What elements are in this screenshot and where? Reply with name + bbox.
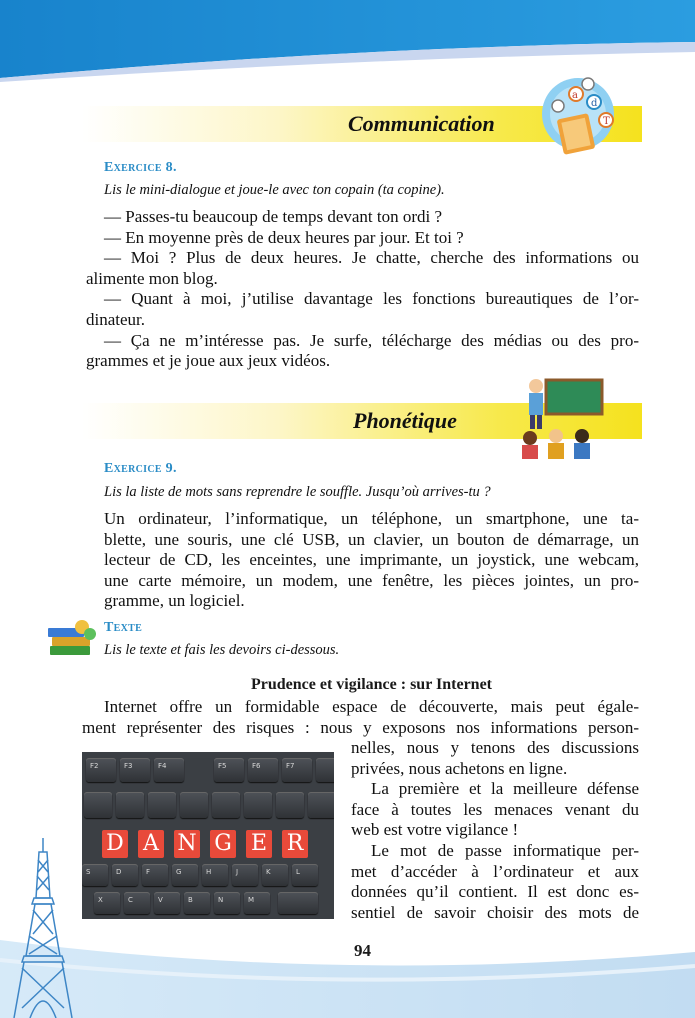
exercise-8-label: Exercice 8. xyxy=(104,160,177,175)
communication-title: Communication xyxy=(348,111,495,136)
page-number: 94 xyxy=(354,941,371,960)
eiffel-tower-icon xyxy=(8,838,78,1018)
texte-side-line: données qu’il contient. Il est donc es- xyxy=(351,882,639,902)
svg-text:T: T xyxy=(603,116,610,127)
keyboard-key: D xyxy=(112,864,138,886)
texte-intro-line: ment représenter des risques : nous y exposons nos informations person- xyxy=(82,717,639,737)
header-band xyxy=(0,0,695,82)
exercise-9-instruction: Lis la liste de mots sans reprendre le souffle. Jusqu’où arrives-tu ? xyxy=(104,484,491,500)
keyboard-key: G xyxy=(172,864,198,886)
word-list xyxy=(104,509,639,612)
texte-heading: Prudence et vigilance : sur Internet xyxy=(251,676,492,693)
dialogue-line: alimente mon blog. xyxy=(86,268,218,288)
keyboard-key xyxy=(148,792,176,818)
keyboard-key: F4 xyxy=(154,758,184,782)
keyboard-key xyxy=(180,792,208,818)
texte-instruction: Lis le texte et fais les devoirs ci-dessous. xyxy=(104,642,340,658)
word-list-line: une carte mémoire, un modem, une fenêtre, les pièces jointes, un pro- xyxy=(104,570,639,590)
keyboard-key: F7 xyxy=(282,758,312,782)
danger-keyboard-image xyxy=(82,752,334,919)
danger-letter: D xyxy=(102,830,128,858)
texte-side-line: met d’accéder à l’ordinateur et aux xyxy=(351,861,639,881)
texte-side-line: web est votre vigilance ! xyxy=(351,820,519,840)
texte-side-line: Le mot de passe informatique per- xyxy=(371,840,639,860)
danger-letter: N xyxy=(174,830,200,858)
footer-swoosh xyxy=(0,900,695,1018)
svg-text:d: d xyxy=(591,98,598,109)
keyboard-key: X xyxy=(94,892,120,914)
keyboard-key xyxy=(316,758,334,782)
keyboard-key xyxy=(212,792,240,818)
exercise-8-instruction: Lis le mini-dialogue et joue-le avec ton copain (ta copine). xyxy=(104,182,445,198)
keyboard-key: J xyxy=(232,864,258,886)
texte-side-line: nelles, nous y tenons des discussions xyxy=(351,738,639,757)
dialogue xyxy=(86,207,639,372)
keyboard-key: M xyxy=(244,892,270,914)
keyboard-key: S xyxy=(82,864,108,886)
keyboard-key xyxy=(84,792,112,818)
keyboard-key: F xyxy=(142,864,168,886)
texte-side-column xyxy=(351,738,639,923)
books-icon xyxy=(46,618,100,660)
keyboard-key: F3 xyxy=(120,758,150,782)
keyboard-key: K xyxy=(262,864,288,886)
texte-side-line: sentiel de savoir choisir des mots de xyxy=(351,902,639,922)
keyboard-key xyxy=(116,792,144,818)
exercise-9-label: Exercice 9. xyxy=(104,461,177,476)
danger-letter: A xyxy=(138,830,164,858)
svg-text:a: a xyxy=(572,90,578,101)
classroom-illustration xyxy=(516,372,606,462)
keyboard-key xyxy=(308,792,334,818)
dialogue-line: grammes et je joue aux jeux vidéos. xyxy=(86,351,331,371)
dialogue-line: — Quant à moi, j’utilise davantage les fonctions bureautiques de l’or- xyxy=(104,289,639,309)
dialogue-line: — Moi ? Plus de deux heures. Je chatte, cherche des informations ou xyxy=(104,248,639,268)
dialogue-line: — Passes-tu beaucoup de temps devant ton ordi ? xyxy=(104,207,443,226)
keyboard-key: B xyxy=(184,892,210,914)
keyboard-key: F6 xyxy=(248,758,278,782)
danger-letter: G xyxy=(210,830,236,858)
book-letters-illustration xyxy=(538,76,618,162)
texte-side-line: privées, nous achetons en ligne. xyxy=(351,758,568,778)
texte-label: Texte xyxy=(104,620,143,635)
keyboard-key xyxy=(244,792,272,818)
keyboard-key: F2 xyxy=(86,758,116,782)
dialogue-line: — Ça ne m’intéresse pas. Je surfe, télécharge des médias ou des pro- xyxy=(104,330,639,350)
keyboard-key: H xyxy=(202,864,228,886)
word-list-line: gramme, un logiciel. xyxy=(104,591,245,611)
texte-side-line: face à toutes les menaces venant du xyxy=(351,799,639,819)
word-list-line: lecteur de CD, les enceintes, une imprimante, un joystick, une webcam, xyxy=(104,550,639,570)
dialogue-line: dinateur. xyxy=(86,309,146,329)
danger-letter: R xyxy=(282,830,308,858)
phonetique-title: Phonétique xyxy=(353,408,457,433)
danger-letter: E xyxy=(246,830,272,858)
keyboard-key xyxy=(276,792,304,818)
keyboard-key: V xyxy=(154,892,180,914)
texte-side-line: La première et la meilleure défense xyxy=(371,779,639,799)
word-list-line: Un ordinateur, l’informatique, un téléphone, un smartphone, une ta- xyxy=(104,509,639,528)
word-list-line: blette, une souris, une clé USB, un clavier, un bouton de démarrage, un xyxy=(104,529,639,549)
keyboard-key: F5 xyxy=(214,758,244,782)
keyboard-key: L xyxy=(292,864,318,886)
texte-intro-line: Internet offre un formidable espace de découverte, mais peut égale- xyxy=(104,697,639,716)
keyboard-key: C xyxy=(124,892,150,914)
keyboard-key: N xyxy=(214,892,240,914)
dialogue-line: — En moyenne près de deux heures par jour. Et toi ? xyxy=(104,227,464,247)
texte-intro xyxy=(82,697,639,738)
